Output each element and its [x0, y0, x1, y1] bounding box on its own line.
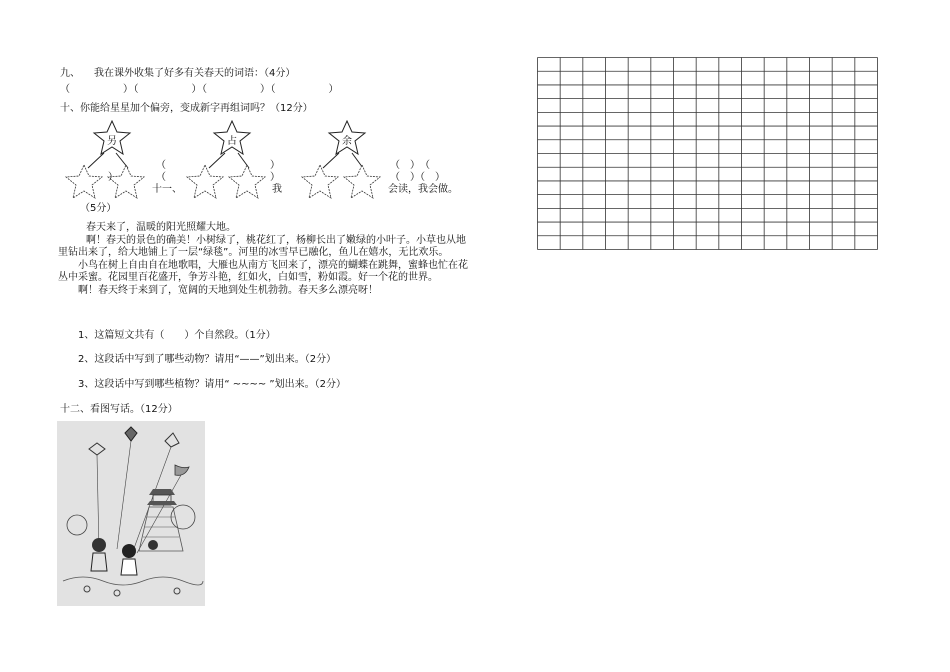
paren-1a: （ [156, 160, 166, 171]
passage-para-3: 小鸟在树上自由自在地歌唱，大雁也从南方飞回来了，漂亮的蝴蝶在跳舞，蜜蜂也忙在花丛中采蜜。花园里百花盛开，争芳斗艳，红如火，白如雪，粉如霞。好一个花的世界。 [58, 259, 468, 284]
star-char-2: 占 [227, 136, 237, 147]
passage-para-1: 春天来了，温暖的阳光照耀大地。 [86, 222, 236, 233]
paren-1b: ） [108, 172, 118, 183]
q11-heading-tail: 会读，我会做。 [388, 184, 458, 195]
paren-1c: （ [156, 172, 166, 183]
star-blank-3a [298, 164, 342, 200]
q9-number: 九、 [60, 68, 80, 79]
paren-3b: （ ）（ ） [390, 172, 445, 183]
star-blank-3b [340, 164, 384, 200]
q11-wo: 我 [272, 184, 282, 195]
writing-grid-lines [537, 57, 878, 250]
passage-para-4: 啊！春天终于来到了，宽阔的天地到处生机勃勃。春天多么漂亮呀！ [78, 284, 378, 296]
star-char-1: 另 [107, 136, 117, 147]
q11-heading: 十一、 [152, 184, 182, 195]
q9-blanks: （ ）（ ）（ ）（ ） [60, 84, 339, 95]
reading-passage [58, 222, 468, 298]
q11-question-2: 2、这段话中写到了哪些动物？请用“——”划出来。（2分） [78, 354, 337, 365]
q9-prompt: 我在课外收集了好多有关春天的词语：（4分） [94, 68, 296, 79]
q12-title: 十二、看图写话。（12分） [60, 404, 178, 415]
paren-2b: ） [270, 172, 280, 183]
q10-title: 十、你能给星星加个偏旁，变成新字再组词吗？（12分） [60, 103, 313, 114]
paren-2a: ） [270, 160, 280, 171]
writing-grid[interactable] [537, 57, 878, 253]
q11-points: （5分） [80, 203, 117, 214]
star-blank-2a [183, 164, 227, 200]
passage-para-2: 啊！春天的景色的确美！小树绿了，桃花红了，杨柳长出了嫩绿的小叶子。小草也从地里钻出来了，给大地铺上了一层“绿毯”。河里的冰雪早已融化，鱼儿在嬉水，无比欢乐。 [58, 234, 466, 259]
star-blank-1a [62, 164, 106, 200]
q11-question-1: 1、这篇短文共有（ ）个自然段。（1分） [78, 330, 276, 341]
q11-question-3: 3、这段话中写到哪些植物？请用“ ~~~~ ”划出来。（2分） [78, 379, 346, 390]
star-blank-2b [225, 164, 269, 200]
star-char-3: 余 [342, 136, 352, 147]
paren-3a: （ ） （ [390, 160, 430, 171]
kite-picture [57, 421, 205, 606]
